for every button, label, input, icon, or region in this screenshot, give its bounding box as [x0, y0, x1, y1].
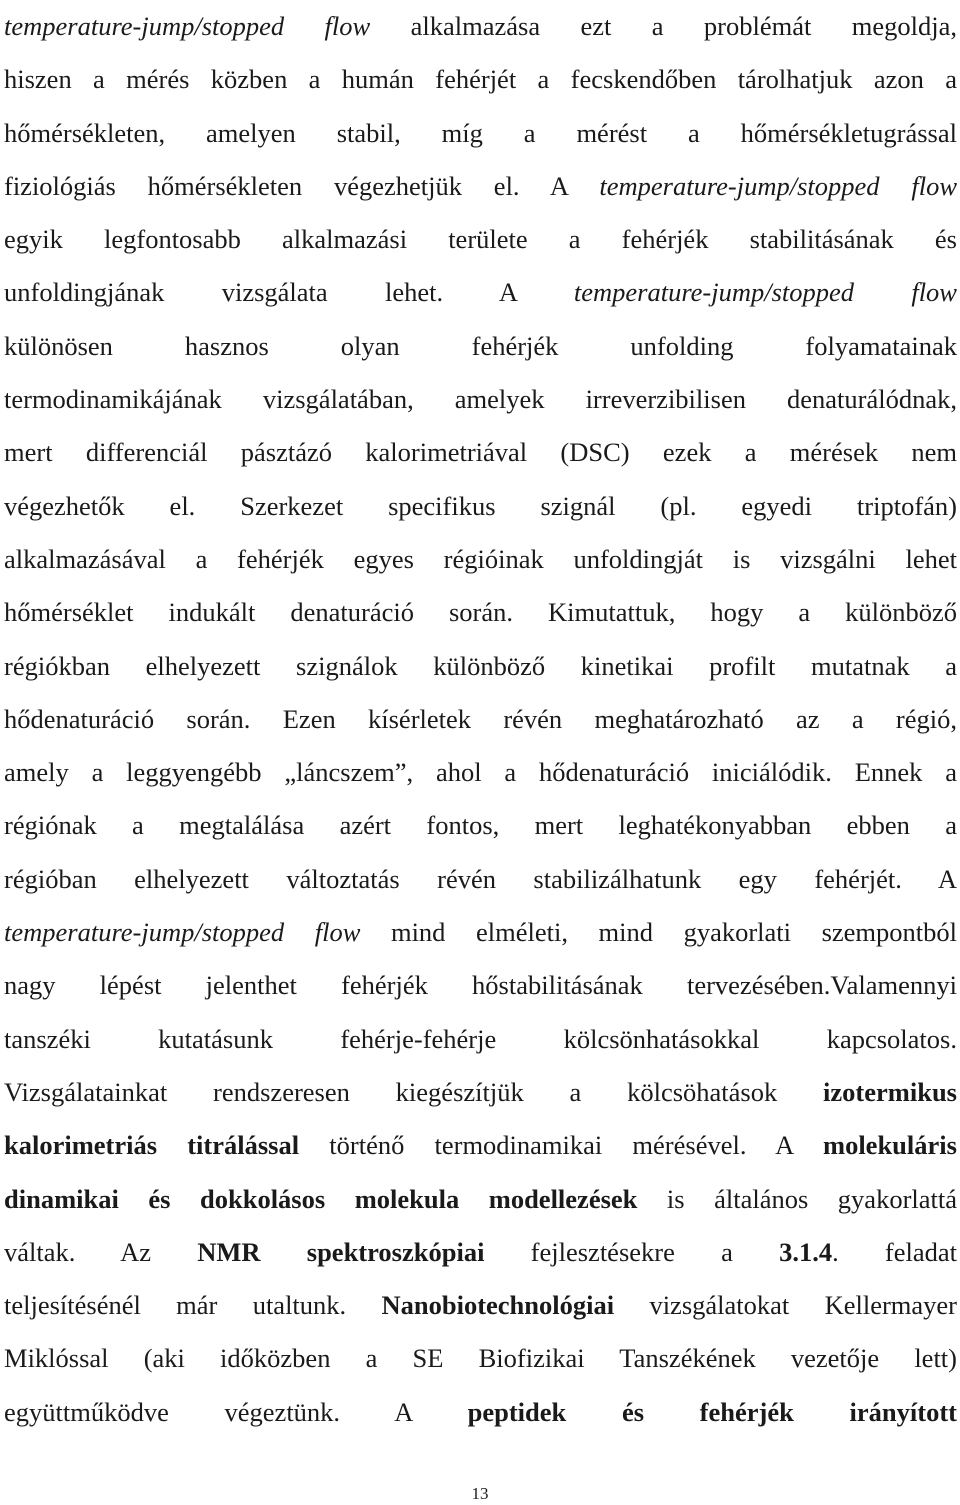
- text-line: [4, 480, 957, 533]
- text-line: [4, 53, 957, 106]
- text-segment: különösen hasznos olyan fehérjék unfolding folyamatainak: [4, 330, 957, 361]
- bold-text: 3.1.4: [779, 1236, 833, 1267]
- text-segment: fiziológiás hőmérsékleten végezhetjük el. A: [4, 170, 600, 201]
- text-line: [4, 320, 957, 373]
- text-line: [4, 1386, 957, 1439]
- text-line: [4, 959, 957, 1012]
- text-segment: alkalmazásával a fehérjék egyes régióinak unfoldingját is vizsgálni lehet: [4, 543, 957, 574]
- text-line: [4, 799, 957, 852]
- text-line: [4, 640, 957, 693]
- text-segment: régiókban elhelyezett szignálok különböző kinetikai profilt mutatnak a: [4, 650, 957, 681]
- bold-text: NMR spektroszkópiai: [197, 1236, 485, 1267]
- text-line: [4, 906, 957, 959]
- text-line: [4, 1066, 957, 1119]
- text-segment: mind elméleti, mind gyakorlati szempontból: [360, 917, 957, 948]
- text-line: [4, 853, 957, 906]
- bold-text: Nanobiotechnológiai: [381, 1290, 615, 1321]
- text-line: [4, 426, 957, 479]
- text-segment: hiszen a mérés közben a humán fehérjét a fecskendőben tárolhatjuk azon a: [4, 64, 957, 95]
- text-segment: tanszéki kutatásunk fehérje-fehérje kölcsönhatásokkal kapcsolatos.: [4, 1023, 957, 1054]
- italic-text: temperature-jump/stopped flow: [4, 11, 371, 41]
- text-segment: hőmérsékleten, amelyen stabil, míg a mérést a hőmérsékletugrással: [4, 117, 957, 148]
- bold-text: izotermikus: [823, 1076, 957, 1107]
- text-line: [4, 107, 957, 160]
- text-segment: fejlesztésekre a: [484, 1236, 780, 1267]
- italic-text: temperature-jump/stopped flow: [573, 277, 957, 308]
- text-segment: amely a leggyengébb „láncszem”, ahol a hődenaturáció iniciálódik. Ennek a: [4, 757, 957, 788]
- text-line: [4, 746, 957, 799]
- text-line: [4, 1332, 957, 1385]
- text-line: [4, 1013, 957, 1066]
- text-line: [4, 1226, 957, 1279]
- text-segment: régiónak a megtalálása azért fontos, mert leghatékonyabban ebben a: [4, 810, 957, 841]
- text-segment: termodinamikájának vizsgálatában, amelyek irreverzibilisen denaturálódnak,: [4, 384, 957, 415]
- italic-text: temperature-jump/stopped flow: [599, 170, 957, 201]
- text-segment: együttműködve végeztünk. A: [4, 1396, 468, 1427]
- bold-text: molekuláris: [823, 1130, 957, 1161]
- text-line: [4, 160, 957, 213]
- text-segment: történő termodinamikai mérésével. A: [299, 1130, 823, 1161]
- text-segment: mert differenciál pásztázó kalorimetriával (DSC) ezek a mérések nem: [4, 437, 957, 468]
- text-segment: . feladat: [832, 1236, 957, 1267]
- body-paragraph: [4, 0, 957, 1439]
- bold-text: dinamikai és dokkolásos molekula modellezések: [4, 1183, 638, 1214]
- bold-text: peptidek és fehérjék irányított: [467, 1396, 957, 1427]
- text-segment: nagy lépést jelenthet fehérjék hőstabilitásának tervezésében.Valamennyi: [4, 970, 957, 1001]
- text-segment: vizsgálatokat Kellermayer: [614, 1290, 957, 1321]
- text-segment: alkalmazása ezt a problémát megoldja,: [370, 11, 957, 41]
- text-line: [4, 0, 957, 53]
- document-page: [4, 0, 957, 1439]
- text-segment: is általános gyakorlattá: [637, 1183, 957, 1214]
- text-line: [4, 1279, 957, 1332]
- text-segment: Vizsgálatainkat rendszeresen kiegészítjük a kölcsöhatások: [4, 1076, 824, 1107]
- bold-text: kalorimetriás titrálással: [4, 1130, 300, 1161]
- text-line: [4, 213, 957, 266]
- text-line: [4, 533, 957, 586]
- text-line: [4, 586, 957, 639]
- text-segment: régióban elhelyezett változtatás révén stabilizálhatunk egy fehérjét. A: [4, 863, 957, 894]
- text-segment: teljesítésénél már utaltunk.: [4, 1290, 382, 1321]
- text-segment: egyik legfontosabb alkalmazási területe a fehérjék stabilitásának és: [4, 224, 957, 255]
- text-line: [4, 693, 957, 746]
- text-segment: hőmérséklet indukált denaturáció során. Kimutattuk, hogy a különböző: [4, 597, 957, 628]
- text-segment: váltak. Az: [4, 1236, 198, 1267]
- text-line: [4, 1173, 957, 1226]
- text-line: [4, 373, 957, 426]
- text-segment: Miklóssal (aki időközben a SE Biofizikai Tanszékének vezetője lett): [4, 1343, 957, 1374]
- text-segment: hődenaturáció során. Ezen kísérletek révén meghatározható az a régió,: [4, 703, 957, 734]
- text-line: [4, 266, 957, 319]
- text-segment: végezhetők el. Szerkezet specifikus szignál (pl. egyedi triptofán): [4, 490, 957, 521]
- page-number: 13: [471, 1484, 489, 1503]
- italic-text: temperature-jump/stopped flow: [4, 917, 361, 948]
- text-segment: unfoldingjának vizsgálata lehet. A: [4, 277, 574, 308]
- text-line: [4, 1119, 957, 1172]
